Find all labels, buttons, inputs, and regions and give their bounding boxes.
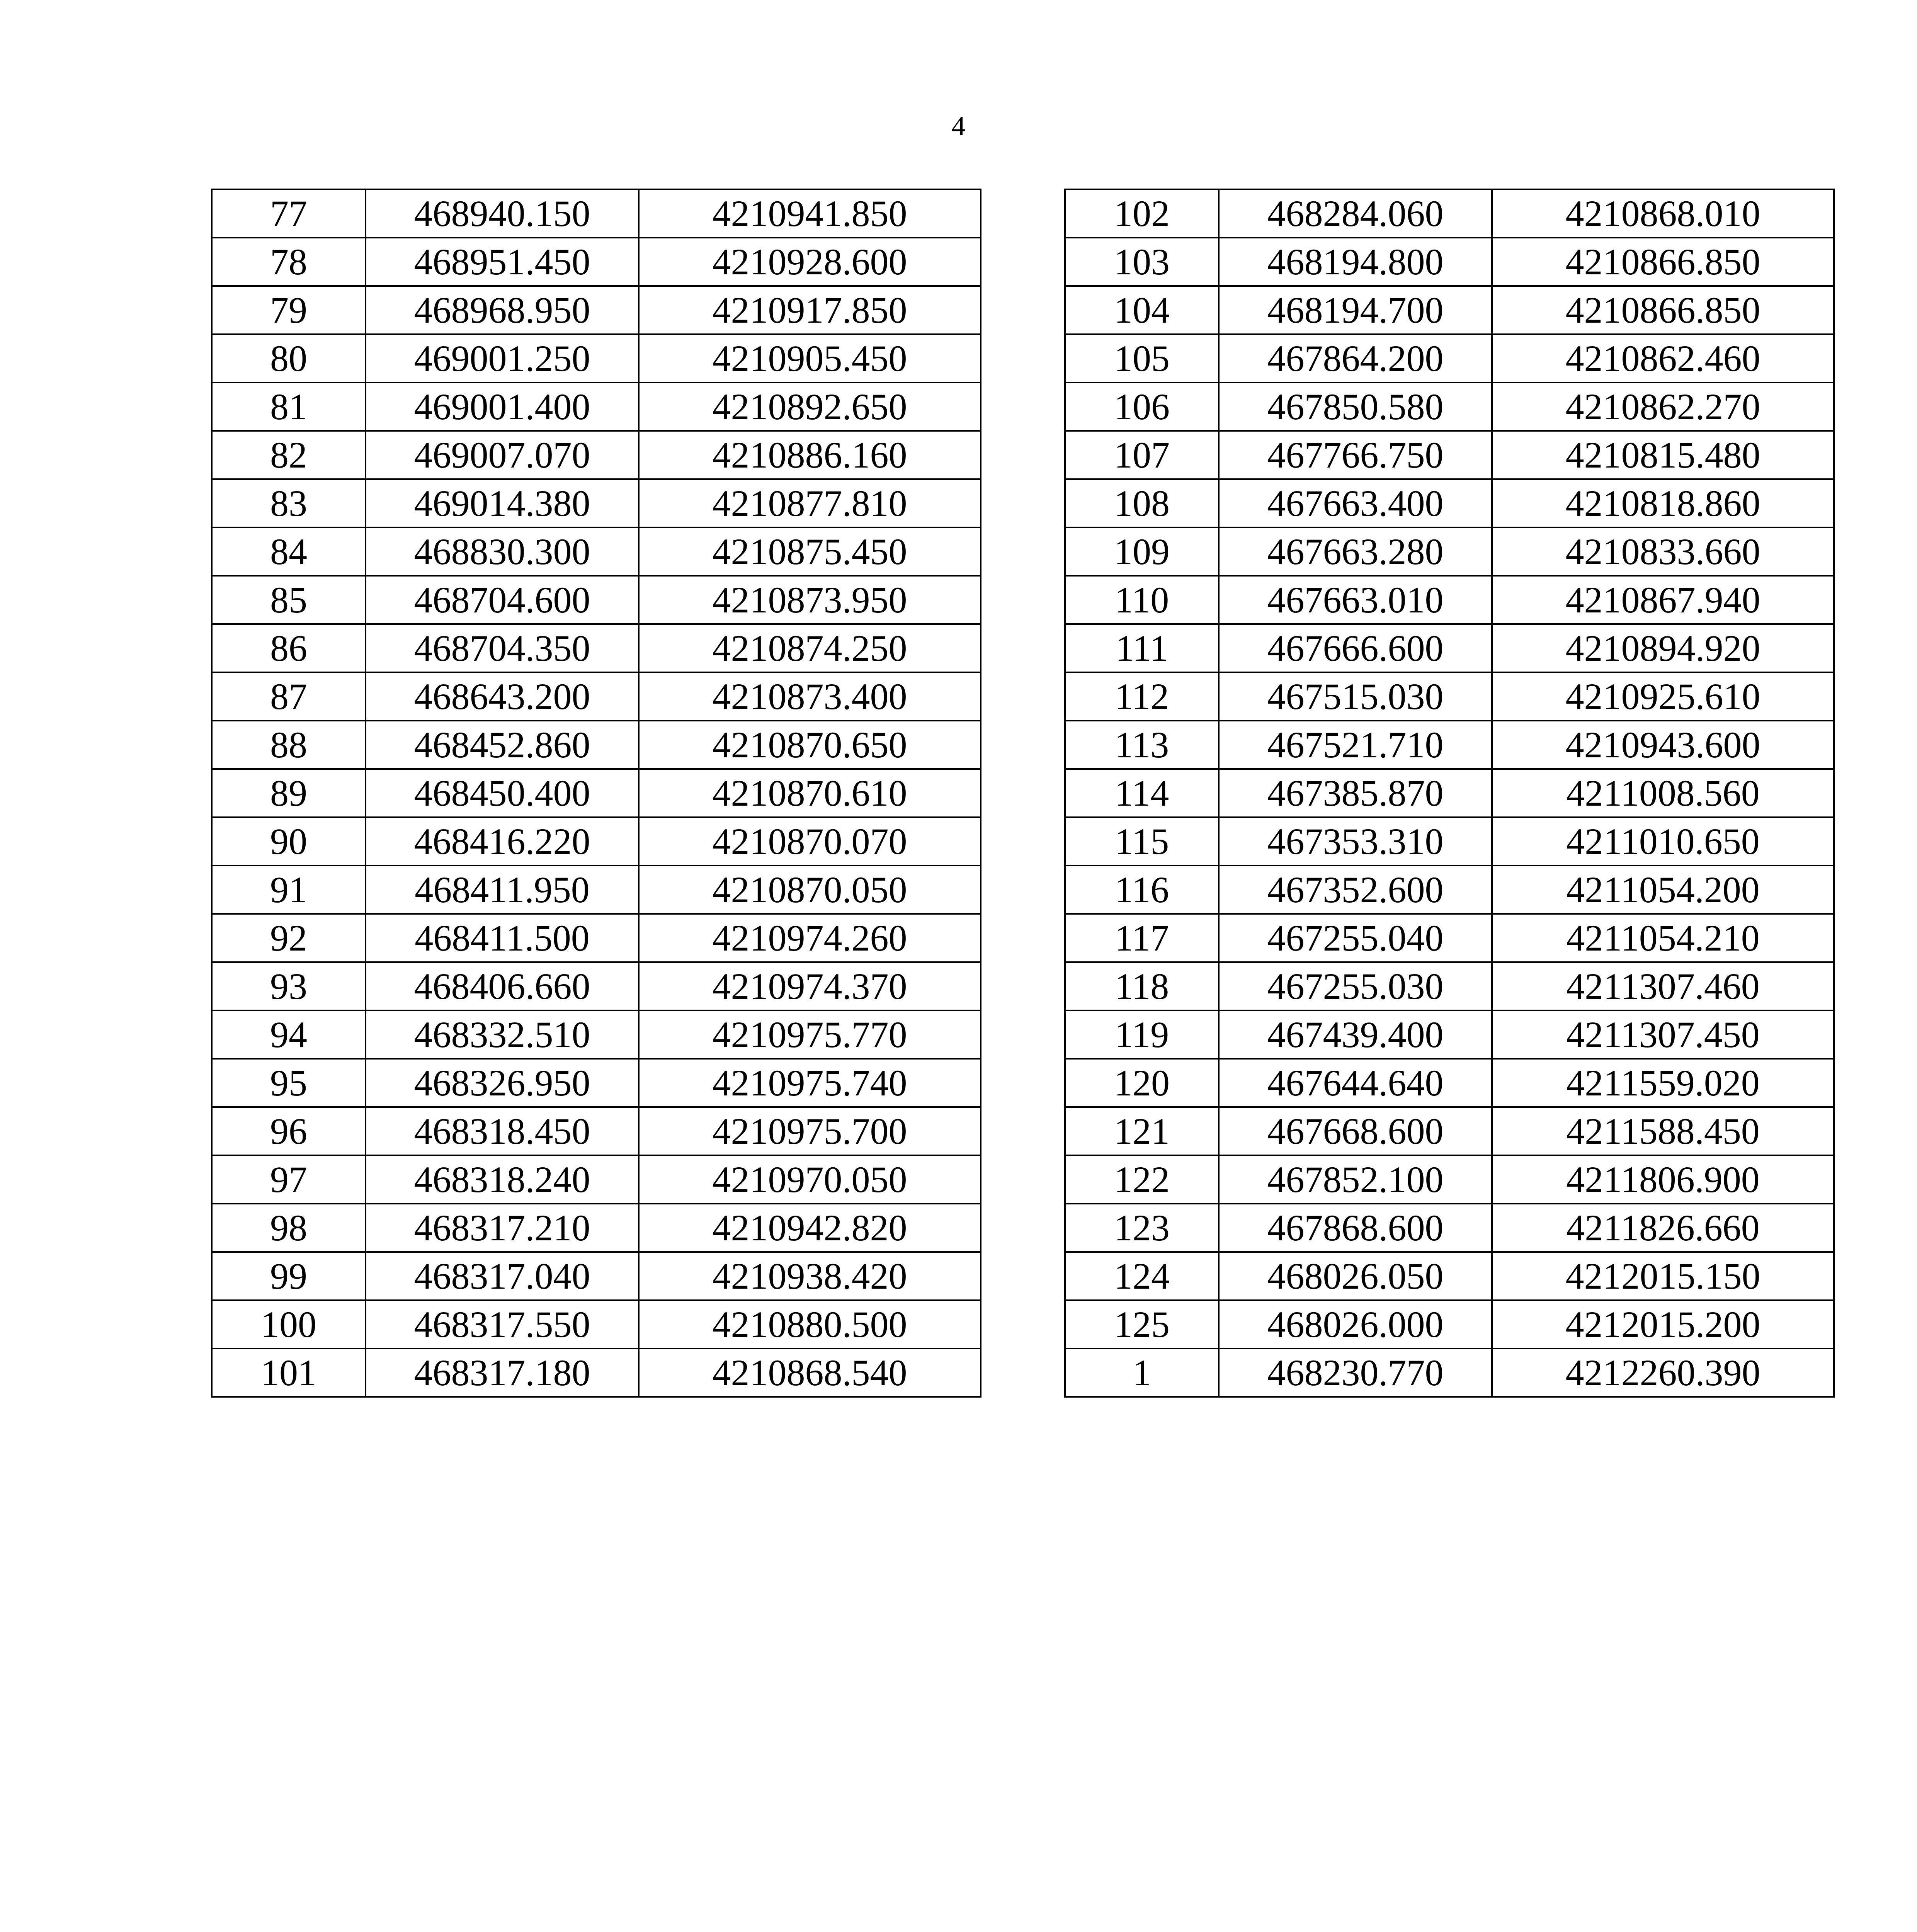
x-coordinate-cell: 468643.200: [366, 672, 639, 721]
x-coordinate-cell: 468450.400: [366, 769, 639, 817]
y-coordinate-cell: 4210870.050: [639, 866, 981, 914]
table-row: [212, 1349, 981, 1397]
x-coordinate-cell: 467255.040: [1219, 914, 1492, 962]
table-row: [212, 1252, 981, 1300]
y-coordinate-cell: 4211054.210: [1492, 914, 1834, 962]
point-number-cell: 78: [212, 238, 366, 286]
point-number-cell: 92: [212, 914, 366, 962]
y-coordinate-cell: 4210870.610: [639, 769, 981, 817]
point-number-cell: 122: [1065, 1155, 1219, 1204]
table-row: [212, 1010, 981, 1059]
x-coordinate-cell: 468830.300: [366, 527, 639, 576]
table-row: [1065, 1010, 1834, 1059]
point-number-cell: 121: [1065, 1107, 1219, 1155]
table-row: [212, 334, 981, 383]
x-coordinate-cell: 468317.040: [366, 1252, 639, 1300]
y-coordinate-cell: 4210938.420: [639, 1252, 981, 1300]
table-row: [1065, 1252, 1834, 1300]
point-number-cell: 100: [212, 1300, 366, 1349]
x-coordinate-cell: 468406.660: [366, 962, 639, 1010]
point-number-cell: 119: [1065, 1010, 1219, 1059]
y-coordinate-cell: 4210866.850: [1492, 286, 1834, 334]
y-coordinate-cell: 4210862.460: [1492, 334, 1834, 383]
x-coordinate-cell: 468194.800: [1219, 238, 1492, 286]
x-coordinate-cell: 468704.600: [366, 576, 639, 624]
x-coordinate-cell: 467385.870: [1219, 769, 1492, 817]
page-number: 4: [951, 111, 966, 141]
x-coordinate-cell: 467352.600: [1219, 866, 1492, 914]
y-coordinate-cell: 4210943.600: [1492, 721, 1834, 769]
x-coordinate-cell: 468326.950: [366, 1059, 639, 1107]
x-coordinate-cell: 469001.400: [366, 383, 639, 431]
y-coordinate-cell: 4210815.480: [1492, 431, 1834, 479]
x-coordinate-cell: 467663.280: [1219, 527, 1492, 576]
point-number-cell: 114: [1065, 769, 1219, 817]
table-row: [212, 962, 981, 1010]
point-number-cell: 94: [212, 1010, 366, 1059]
table-row: [1065, 383, 1834, 431]
y-coordinate-cell: 4210975.700: [639, 1107, 981, 1155]
x-coordinate-cell: 467515.030: [1219, 672, 1492, 721]
table-row: [212, 769, 981, 817]
x-coordinate-cell: 469014.380: [366, 479, 639, 527]
x-coordinate-cell: 467868.600: [1219, 1204, 1492, 1252]
point-number-cell: 103: [1065, 238, 1219, 286]
point-number-cell: 117: [1065, 914, 1219, 962]
y-coordinate-cell: 4210928.600: [639, 238, 981, 286]
x-coordinate-cell: 469007.070: [366, 431, 639, 479]
x-coordinate-cell: 468332.510: [366, 1010, 639, 1059]
table-row: [212, 238, 981, 286]
table-row: [212, 1204, 981, 1252]
table-row: [1065, 672, 1834, 721]
x-coordinate-cell: 467864.200: [1219, 334, 1492, 383]
x-coordinate-cell: 468230.770: [1219, 1349, 1492, 1397]
table-row: [1065, 1349, 1834, 1397]
y-coordinate-cell: 4210866.850: [1492, 238, 1834, 286]
table-row: [1065, 1107, 1834, 1155]
y-coordinate-cell: 4210867.940: [1492, 576, 1834, 624]
point-number-cell: 102: [1065, 189, 1219, 238]
y-coordinate-cell: 4210868.540: [639, 1349, 981, 1397]
x-coordinate-cell: 468704.350: [366, 624, 639, 672]
y-coordinate-cell: 4210894.920: [1492, 624, 1834, 672]
x-coordinate-cell: 468317.550: [366, 1300, 639, 1349]
point-number-cell: 87: [212, 672, 366, 721]
table-row: [212, 624, 981, 672]
x-coordinate-cell: 467663.010: [1219, 576, 1492, 624]
point-number-cell: 81: [212, 383, 366, 431]
point-number-cell: 90: [212, 817, 366, 866]
y-coordinate-cell: 4210870.070: [639, 817, 981, 866]
y-coordinate-cell: 4211559.020: [1492, 1059, 1834, 1107]
point-number-cell: 115: [1065, 817, 1219, 866]
y-coordinate-cell: 4210833.660: [1492, 527, 1834, 576]
x-coordinate-cell: 467439.400: [1219, 1010, 1492, 1059]
point-number-cell: 80: [212, 334, 366, 383]
x-coordinate-cell: 468411.500: [366, 914, 639, 962]
point-number-cell: 109: [1065, 527, 1219, 576]
point-number-cell: 93: [212, 962, 366, 1010]
x-coordinate-cell: 468411.950: [366, 866, 639, 914]
table-row: [1065, 576, 1834, 624]
y-coordinate-cell: 4210974.370: [639, 962, 981, 1010]
x-coordinate-cell: 467666.600: [1219, 624, 1492, 672]
x-coordinate-cell: 468317.180: [366, 1349, 639, 1397]
table-row: [1065, 769, 1834, 817]
y-coordinate-cell: 4210975.770: [639, 1010, 981, 1059]
y-coordinate-cell: 4210975.740: [639, 1059, 981, 1107]
point-number-cell: 113: [1065, 721, 1219, 769]
point-number-cell: 85: [212, 576, 366, 624]
point-number-cell: 101: [212, 1349, 366, 1397]
point-number-cell: 89: [212, 769, 366, 817]
table-row: [212, 383, 981, 431]
y-coordinate-cell: 4212015.150: [1492, 1252, 1834, 1300]
y-coordinate-cell: 4211588.450: [1492, 1107, 1834, 1155]
point-number-cell: 105: [1065, 334, 1219, 383]
x-coordinate-cell: 467255.030: [1219, 962, 1492, 1010]
x-coordinate-cell: 468026.050: [1219, 1252, 1492, 1300]
y-coordinate-cell: 4210905.450: [639, 334, 981, 383]
point-number-cell: 97: [212, 1155, 366, 1204]
x-coordinate-cell: 468940.150: [366, 189, 639, 238]
table-row: [212, 576, 981, 624]
table-row: [1065, 527, 1834, 576]
x-coordinate-cell: 467353.310: [1219, 817, 1492, 866]
y-coordinate-cell: 4211010.650: [1492, 817, 1834, 866]
point-number-cell: 112: [1065, 672, 1219, 721]
table-row: [212, 1300, 981, 1349]
table-row: [1065, 334, 1834, 383]
coordinates-table-right: [1064, 189, 1835, 1398]
x-coordinate-cell: 468416.220: [366, 817, 639, 866]
table-row: [212, 189, 981, 238]
table-row: [1065, 866, 1834, 914]
point-number-cell: 107: [1065, 431, 1219, 479]
point-number-cell: 104: [1065, 286, 1219, 334]
y-coordinate-cell: 4212260.390: [1492, 1349, 1834, 1397]
table-row: [1065, 1204, 1834, 1252]
table-row: [212, 479, 981, 527]
table-row: [1065, 1300, 1834, 1349]
table-row: [212, 431, 981, 479]
table-row: [212, 866, 981, 914]
y-coordinate-cell: 4210917.850: [639, 286, 981, 334]
y-coordinate-cell: 4211307.450: [1492, 1010, 1834, 1059]
x-coordinate-cell: 468284.060: [1219, 189, 1492, 238]
point-number-cell: 95: [212, 1059, 366, 1107]
point-number-cell: 118: [1065, 962, 1219, 1010]
y-coordinate-cell: 4210870.650: [639, 721, 981, 769]
y-coordinate-cell: 4212015.200: [1492, 1300, 1834, 1349]
table-row: [1065, 721, 1834, 769]
table-row: [212, 527, 981, 576]
x-coordinate-cell: 467663.400: [1219, 479, 1492, 527]
x-coordinate-cell: 468968.950: [366, 286, 639, 334]
point-number-cell: 77: [212, 189, 366, 238]
point-number-cell: 83: [212, 479, 366, 527]
y-coordinate-cell: 4211307.460: [1492, 962, 1834, 1010]
table-row: [1065, 286, 1834, 334]
table-row: [1065, 431, 1834, 479]
y-coordinate-cell: 4210874.250: [639, 624, 981, 672]
y-coordinate-cell: 4210873.400: [639, 672, 981, 721]
point-number-cell: 99: [212, 1252, 366, 1300]
table-row: [212, 914, 981, 962]
table-row: [212, 817, 981, 866]
point-number-cell: 111: [1065, 624, 1219, 672]
coordinates-table-left: [211, 189, 981, 1398]
y-coordinate-cell: 4211806.900: [1492, 1155, 1834, 1204]
y-coordinate-cell: 4210862.270: [1492, 383, 1834, 431]
x-coordinate-cell: 467521.710: [1219, 721, 1492, 769]
point-number-cell: 106: [1065, 383, 1219, 431]
y-coordinate-cell: 4210942.820: [639, 1204, 981, 1252]
table-row: [212, 1059, 981, 1107]
y-coordinate-cell: 4210886.160: [639, 431, 981, 479]
point-number-cell: 91: [212, 866, 366, 914]
point-number-cell: 96: [212, 1107, 366, 1155]
point-number-cell: 88: [212, 721, 366, 769]
y-coordinate-cell: 4211826.660: [1492, 1204, 1834, 1252]
y-coordinate-cell: 4210880.500: [639, 1300, 981, 1349]
x-coordinate-cell: 467668.600: [1219, 1107, 1492, 1155]
y-coordinate-cell: 4210875.450: [639, 527, 981, 576]
point-number-cell: 98: [212, 1204, 366, 1252]
y-coordinate-cell: 4210974.260: [639, 914, 981, 962]
table-row: [212, 286, 981, 334]
y-coordinate-cell: 4210941.850: [639, 189, 981, 238]
table-row: [1065, 624, 1834, 672]
x-coordinate-cell: 468194.700: [1219, 286, 1492, 334]
table-row: [1065, 914, 1834, 962]
point-number-cell: 79: [212, 286, 366, 334]
point-number-cell: 86: [212, 624, 366, 672]
x-coordinate-cell: 467852.100: [1219, 1155, 1492, 1204]
y-coordinate-cell: 4210877.810: [639, 479, 981, 527]
point-number-cell: 120: [1065, 1059, 1219, 1107]
x-coordinate-cell: 467850.580: [1219, 383, 1492, 431]
x-coordinate-cell: 468317.210: [366, 1204, 639, 1252]
table-row: [212, 672, 981, 721]
table-row: [1065, 1059, 1834, 1107]
table-row: [1065, 962, 1834, 1010]
x-coordinate-cell: 467766.750: [1219, 431, 1492, 479]
table-row: [212, 721, 981, 769]
y-coordinate-cell: 4211054.200: [1492, 866, 1834, 914]
table-row: [1065, 238, 1834, 286]
y-coordinate-cell: 4210892.650: [639, 383, 981, 431]
point-number-cell: 84: [212, 527, 366, 576]
y-coordinate-cell: 4210818.860: [1492, 479, 1834, 527]
x-coordinate-cell: 469001.250: [366, 334, 639, 383]
point-number-cell: 123: [1065, 1204, 1219, 1252]
x-coordinate-cell: 467644.640: [1219, 1059, 1492, 1107]
table-row: [212, 1155, 981, 1204]
table-row: [1065, 1155, 1834, 1204]
x-coordinate-cell: 468026.000: [1219, 1300, 1492, 1349]
point-number-cell: 82: [212, 431, 366, 479]
point-number-cell: 110: [1065, 576, 1219, 624]
y-coordinate-cell: 4211008.560: [1492, 769, 1834, 817]
point-number-cell: 1: [1065, 1349, 1219, 1397]
point-number-cell: 125: [1065, 1300, 1219, 1349]
x-coordinate-cell: 468452.860: [366, 721, 639, 769]
point-number-cell: 116: [1065, 866, 1219, 914]
y-coordinate-cell: 4210970.050: [639, 1155, 981, 1204]
table-row: [1065, 189, 1834, 238]
point-number-cell: 124: [1065, 1252, 1219, 1300]
y-coordinate-cell: 4210873.950: [639, 576, 981, 624]
y-coordinate-cell: 4210868.010: [1492, 189, 1834, 238]
y-coordinate-cell: 4210925.610: [1492, 672, 1834, 721]
point-number-cell: 108: [1065, 479, 1219, 527]
table-row: [212, 1107, 981, 1155]
table-row: [1065, 479, 1834, 527]
x-coordinate-cell: 468318.450: [366, 1107, 639, 1155]
x-coordinate-cell: 468318.240: [366, 1155, 639, 1204]
table-row: [1065, 817, 1834, 866]
x-coordinate-cell: 468951.450: [366, 238, 639, 286]
